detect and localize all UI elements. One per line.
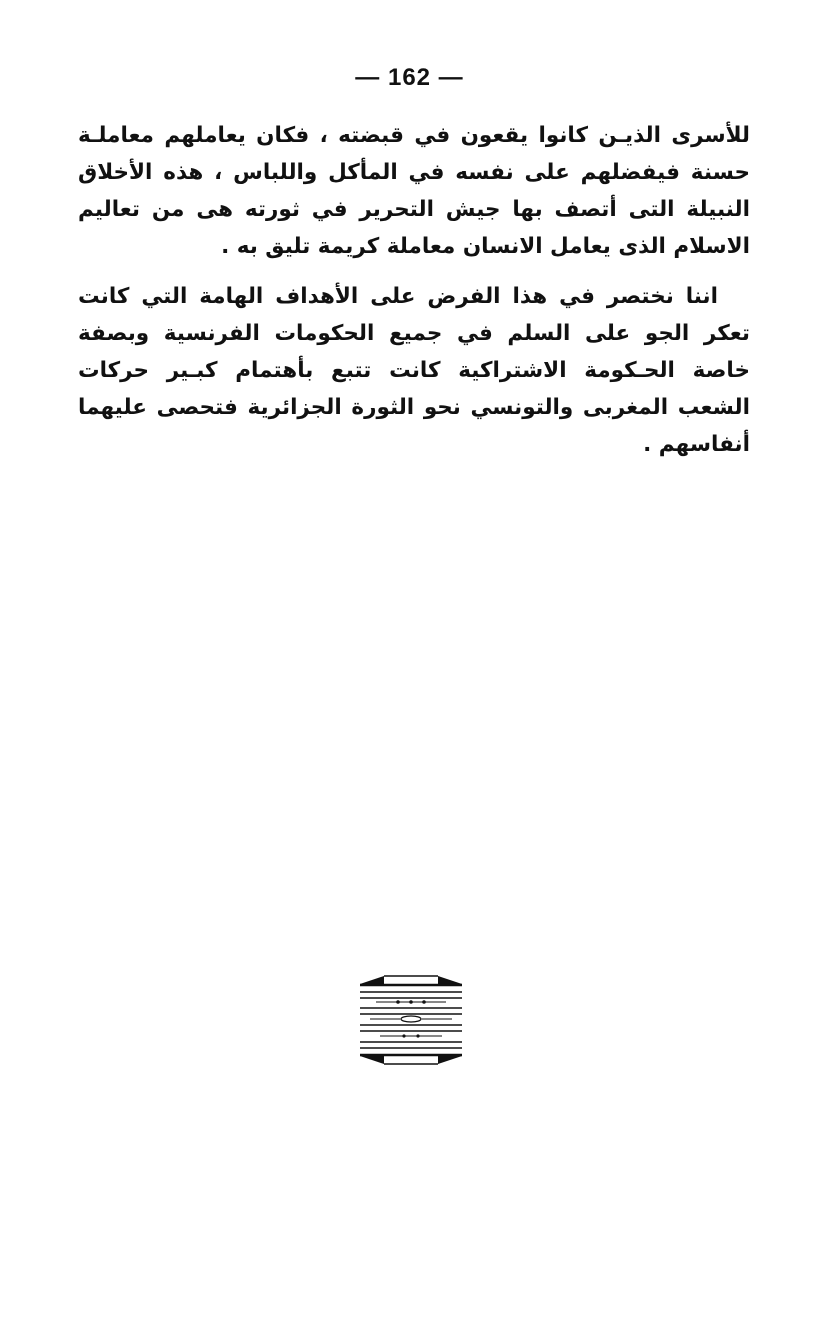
decorative-ornament-icon — [356, 972, 466, 1068]
paragraph-1 — [78, 117, 750, 265]
paragraph-2 — [78, 278, 750, 463]
page-number: — 162 — — [355, 64, 464, 91]
paragraph-2-text: اننا نختصر في هذا الفرض على الأهداف الهامة التي كانت تعكر الجو على السلم في جميع الحكومات الفرنسية وبصفة خاصة الحـكومة الاشتراكية كانت تتبع بأهتمام كبـير حركات الشعب المغربى والتونسي نحو الثورة الجزائرية فتحصى عليهما أنفاسهم . — [78, 284, 750, 457]
paragraph-1-text: للأسرى الذيـن كانوا يقعون في قبضته ، فكان يعاملهم معاملـة حسنة فيفضلهم على نفسه في المأكل واللباس ، هذه الأخلاق النبيلة التى أتصف بها جيش التحرير في ثورته هى من تعاليم الاسلام الذى يعامل الانسان معاملة كريمة تليق به . — [78, 123, 750, 259]
